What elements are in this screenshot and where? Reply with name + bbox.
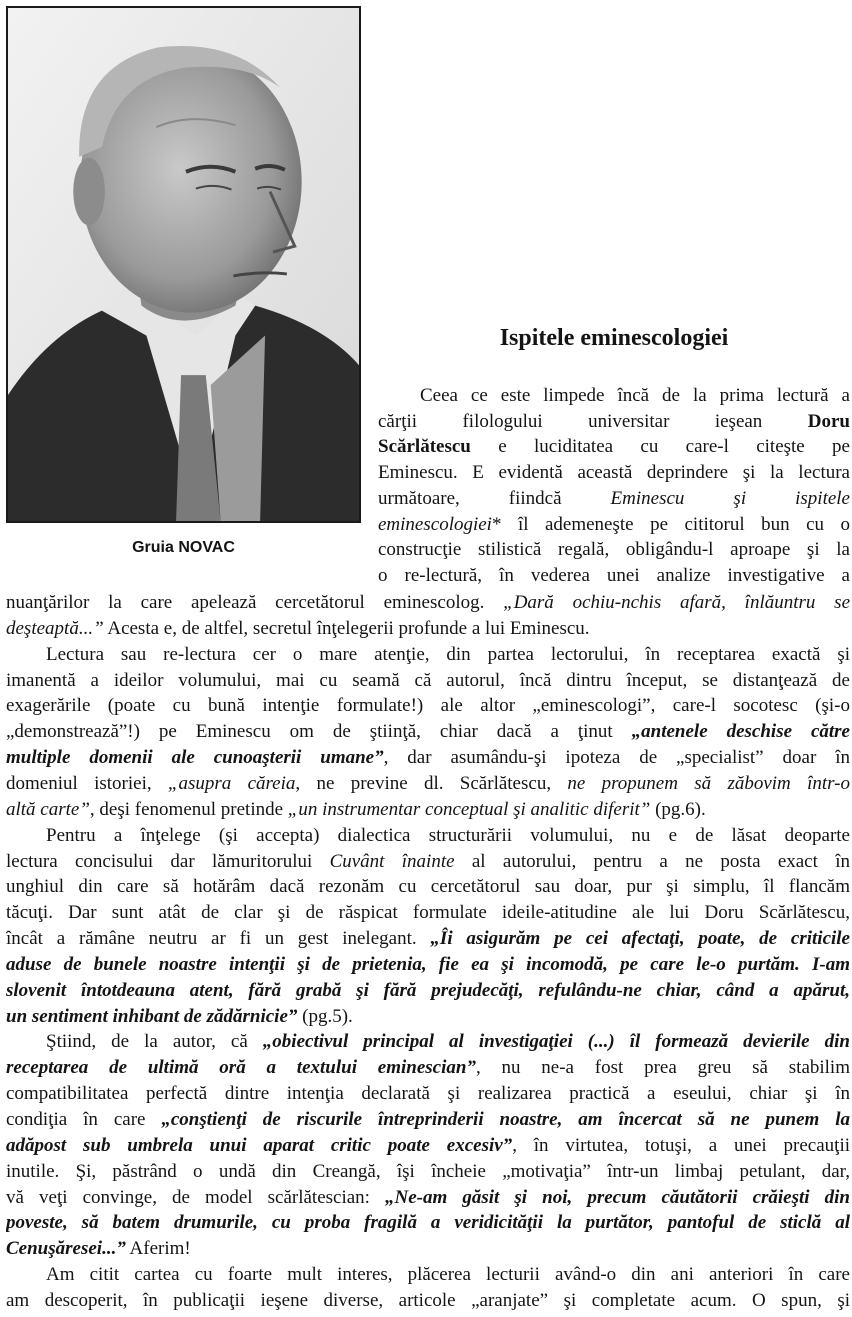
text-run: o re-lectură, în vederea unei analize investigative a	[378, 564, 850, 586]
text-run: , dar asumându-şi ipoteza de „specialist” doar în	[383, 747, 850, 769]
text-line	[6, 1107, 850, 1133]
text-run: „obiectivul principal al investigaţiei (...) îl formează devierile din	[262, 1031, 850, 1053]
text-line	[6, 771, 850, 797]
text-run: Eminescu. E evidentă această deprindere şi la lectura	[378, 462, 850, 484]
text-line	[6, 797, 850, 823]
text-run: cărţii filologului universitar ieşean	[378, 410, 808, 432]
author-portrait-photo	[6, 6, 361, 523]
text-line	[6, 642, 850, 668]
text-line	[6, 1159, 850, 1185]
text-line	[6, 590, 850, 616]
text-run: Cenuşăresei...”	[6, 1238, 126, 1260]
text-line	[378, 512, 850, 538]
text-run: eminescologiei	[378, 513, 492, 535]
text-run: „Ne-am găsit şi noi, precum căutătorii crăieşti din	[385, 1186, 850, 1208]
text-run: poveste, să batem drumurile, cu proba fragilă a veridicităţii la purtător, pantoful de sticlă al	[6, 1212, 850, 1234]
text-line	[6, 616, 850, 642]
text-line	[6, 1004, 850, 1030]
text-run: aduse de bunele noastre intenţii şi de prietenia, fie ea şi incomodă, pe care le-o purtăm. I-am	[6, 953, 850, 975]
text-run: e luciditatea cu care-l citeşte pe	[470, 436, 850, 458]
text-line	[6, 900, 850, 926]
text-run: multiple domenii ale cunoaşterii umane”	[6, 747, 384, 769]
text-run: al autorului, pentru a ne posta exact în	[454, 850, 850, 872]
text-run: unghiul din care să hotărâm dacă rezonăm cu cercetătorul sau doar, pur şi simplu, îl flancăm	[6, 876, 850, 898]
text-line	[6, 1210, 850, 1236]
text-run: Lectura sau re-lectura cer o mare atenţie, din partea lectorului, în receptarea exactă şi	[46, 643, 850, 665]
text-run: adăpost sub umbrela unui aparat critic poate excesiv”	[6, 1134, 513, 1156]
text-line	[378, 537, 850, 563]
text-line	[6, 668, 850, 694]
text-run: Doru	[807, 410, 850, 432]
text-line	[6, 874, 850, 900]
text-run: am descoperit, în publicaţii ieşene diverse, articole „aranjate” şi completate acum. O spun, şi	[6, 1289, 850, 1311]
text-run: , deşi fenomenul pretinde	[89, 798, 288, 820]
text-run: imanentă a ideilor volumului, mai cu seamă că autorul, încă dintru început, se distanţează de	[6, 669, 850, 691]
text-line	[6, 719, 850, 745]
text-run: tăcuţi. Dar sunt atât de clar şi de răspicat formulate ideile-atitudine ale lui Doru Scărlătescu,	[6, 902, 850, 924]
text-run: următoare, fiindcă	[378, 487, 611, 509]
portrait-illustration	[8, 8, 359, 521]
text-line	[6, 1081, 850, 1107]
text-line	[378, 383, 850, 409]
text-run: (pg.5).	[297, 1005, 353, 1027]
text-run: ne propunem să zăbovim într-o	[567, 772, 850, 794]
text-run: (pg.6).	[650, 798, 706, 820]
author-caption: Gruia NOVAC	[132, 539, 235, 556]
text-line	[6, 1029, 850, 1055]
text-run: Eminescu şi ispitele	[610, 487, 850, 509]
text-line	[6, 693, 850, 719]
text-run: „asupra căreia	[167, 772, 296, 794]
text-run: Scărlătescu	[378, 436, 471, 458]
text-run: Acesta e, de altfel, secretul înţelegerii profunde a lui Eminescu.	[103, 617, 590, 639]
text-run: , ne previne dl. Scărlătescu,	[295, 772, 568, 794]
text-line	[6, 745, 850, 771]
text-run: exagerările (poate cu bună intenţie formulate!) ale altor „eminescologi”, care-l socotesc (şi-o	[6, 695, 850, 717]
text-run: „antenele deschise către	[631, 721, 850, 743]
text-run: condiţia în care	[6, 1109, 162, 1130]
text-line	[6, 1055, 850, 1081]
text-run: „Îi asigurăm pe cei afectaţi, poate, de criticile	[430, 928, 850, 950]
text-run: compatibilitatea perfectă dintre intenţia declarată şi realizarea practică a eseului, chiar şi în	[6, 1083, 850, 1105]
text-run: Aferim!	[125, 1238, 191, 1260]
text-run: „demonstrează”!) pe Eminescu om de ştiinţă, chiar dacă a ţinut	[6, 721, 632, 743]
text-line	[6, 952, 850, 978]
text-line	[378, 563, 850, 589]
text-line	[6, 1262, 850, 1288]
text-line	[6, 1236, 850, 1262]
text-line	[378, 486, 850, 512]
text-line	[6, 1288, 850, 1314]
text-run: slovenit întotdeauna atent, fără grabă şi fără prejudecăţi, refulându-ne chiar, când a apărut,	[6, 979, 850, 1001]
text-run: inutile. Şi, păstrând o undă din Creangă, îşi încheie „motivaţia” într-un limbaj petulant, dar,	[6, 1160, 850, 1182]
text-run: lectura concisului dar lămuritorului	[6, 850, 330, 872]
text-run: , nu ne-a fost prea greu să stabilim	[475, 1057, 850, 1079]
text-run: nuanţărilor la care apelează cercetătorul eminescolog.	[6, 592, 504, 613]
text-line	[6, 849, 850, 875]
article-title: Ispitele eminescologiei	[499, 325, 729, 351]
text-run: receptarea de ultimă oră a textului eminescian”	[6, 1057, 476, 1079]
text-line	[6, 978, 850, 1004]
text-run: construcţie stilistică regală, obligându-l aproape şi la	[378, 539, 850, 561]
text-run: Cuvânt înainte	[329, 850, 455, 872]
text-line	[378, 434, 850, 460]
text-line	[378, 409, 850, 435]
text-run: Am citit cartea cu foarte mult interes, plăcerea lecturii având-o din ani anteriori în care	[46, 1264, 850, 1286]
text-run: * îl ademeneşte pe cititorul bun cu o	[491, 513, 850, 535]
text-run: , în virtutea, totuşi, a unei precauţii	[512, 1134, 850, 1156]
text-run: „conştienţi de riscurile întreprinderii noastre, am încercat să ne punem la	[161, 1109, 850, 1130]
text-run: Ceea ce este limpede încă de la prima lectură a	[420, 385, 850, 406]
text-run: deşteaptă...”	[6, 617, 104, 639]
text-line	[6, 1133, 850, 1159]
text-line	[6, 926, 850, 952]
text-run: încât a rămâne neutru ar fi un gest inelegant.	[6, 928, 431, 950]
text-run: un sentiment inhibant de zădărnicie”	[6, 1005, 298, 1027]
text-line	[6, 823, 850, 849]
text-line	[6, 1185, 850, 1211]
text-run: „Dară ochiu-nchis afară, înlăuntru se	[503, 592, 850, 613]
text-run: altă carte”	[6, 798, 90, 820]
text-run: „un instrumentar conceptual şi analitic diferit”	[287, 798, 651, 820]
text-run: Pentru a înţelege (şi accepta) dialectica structurării volumului, nu e de lăsat deoparte	[46, 824, 850, 846]
text-run: vă veţi convinge, de model scărlătescian:	[6, 1186, 386, 1208]
text-run: Ştiind, de la autor, că	[46, 1031, 263, 1053]
text-run: domeniul istoriei,	[6, 772, 168, 794]
text-line	[378, 460, 850, 486]
